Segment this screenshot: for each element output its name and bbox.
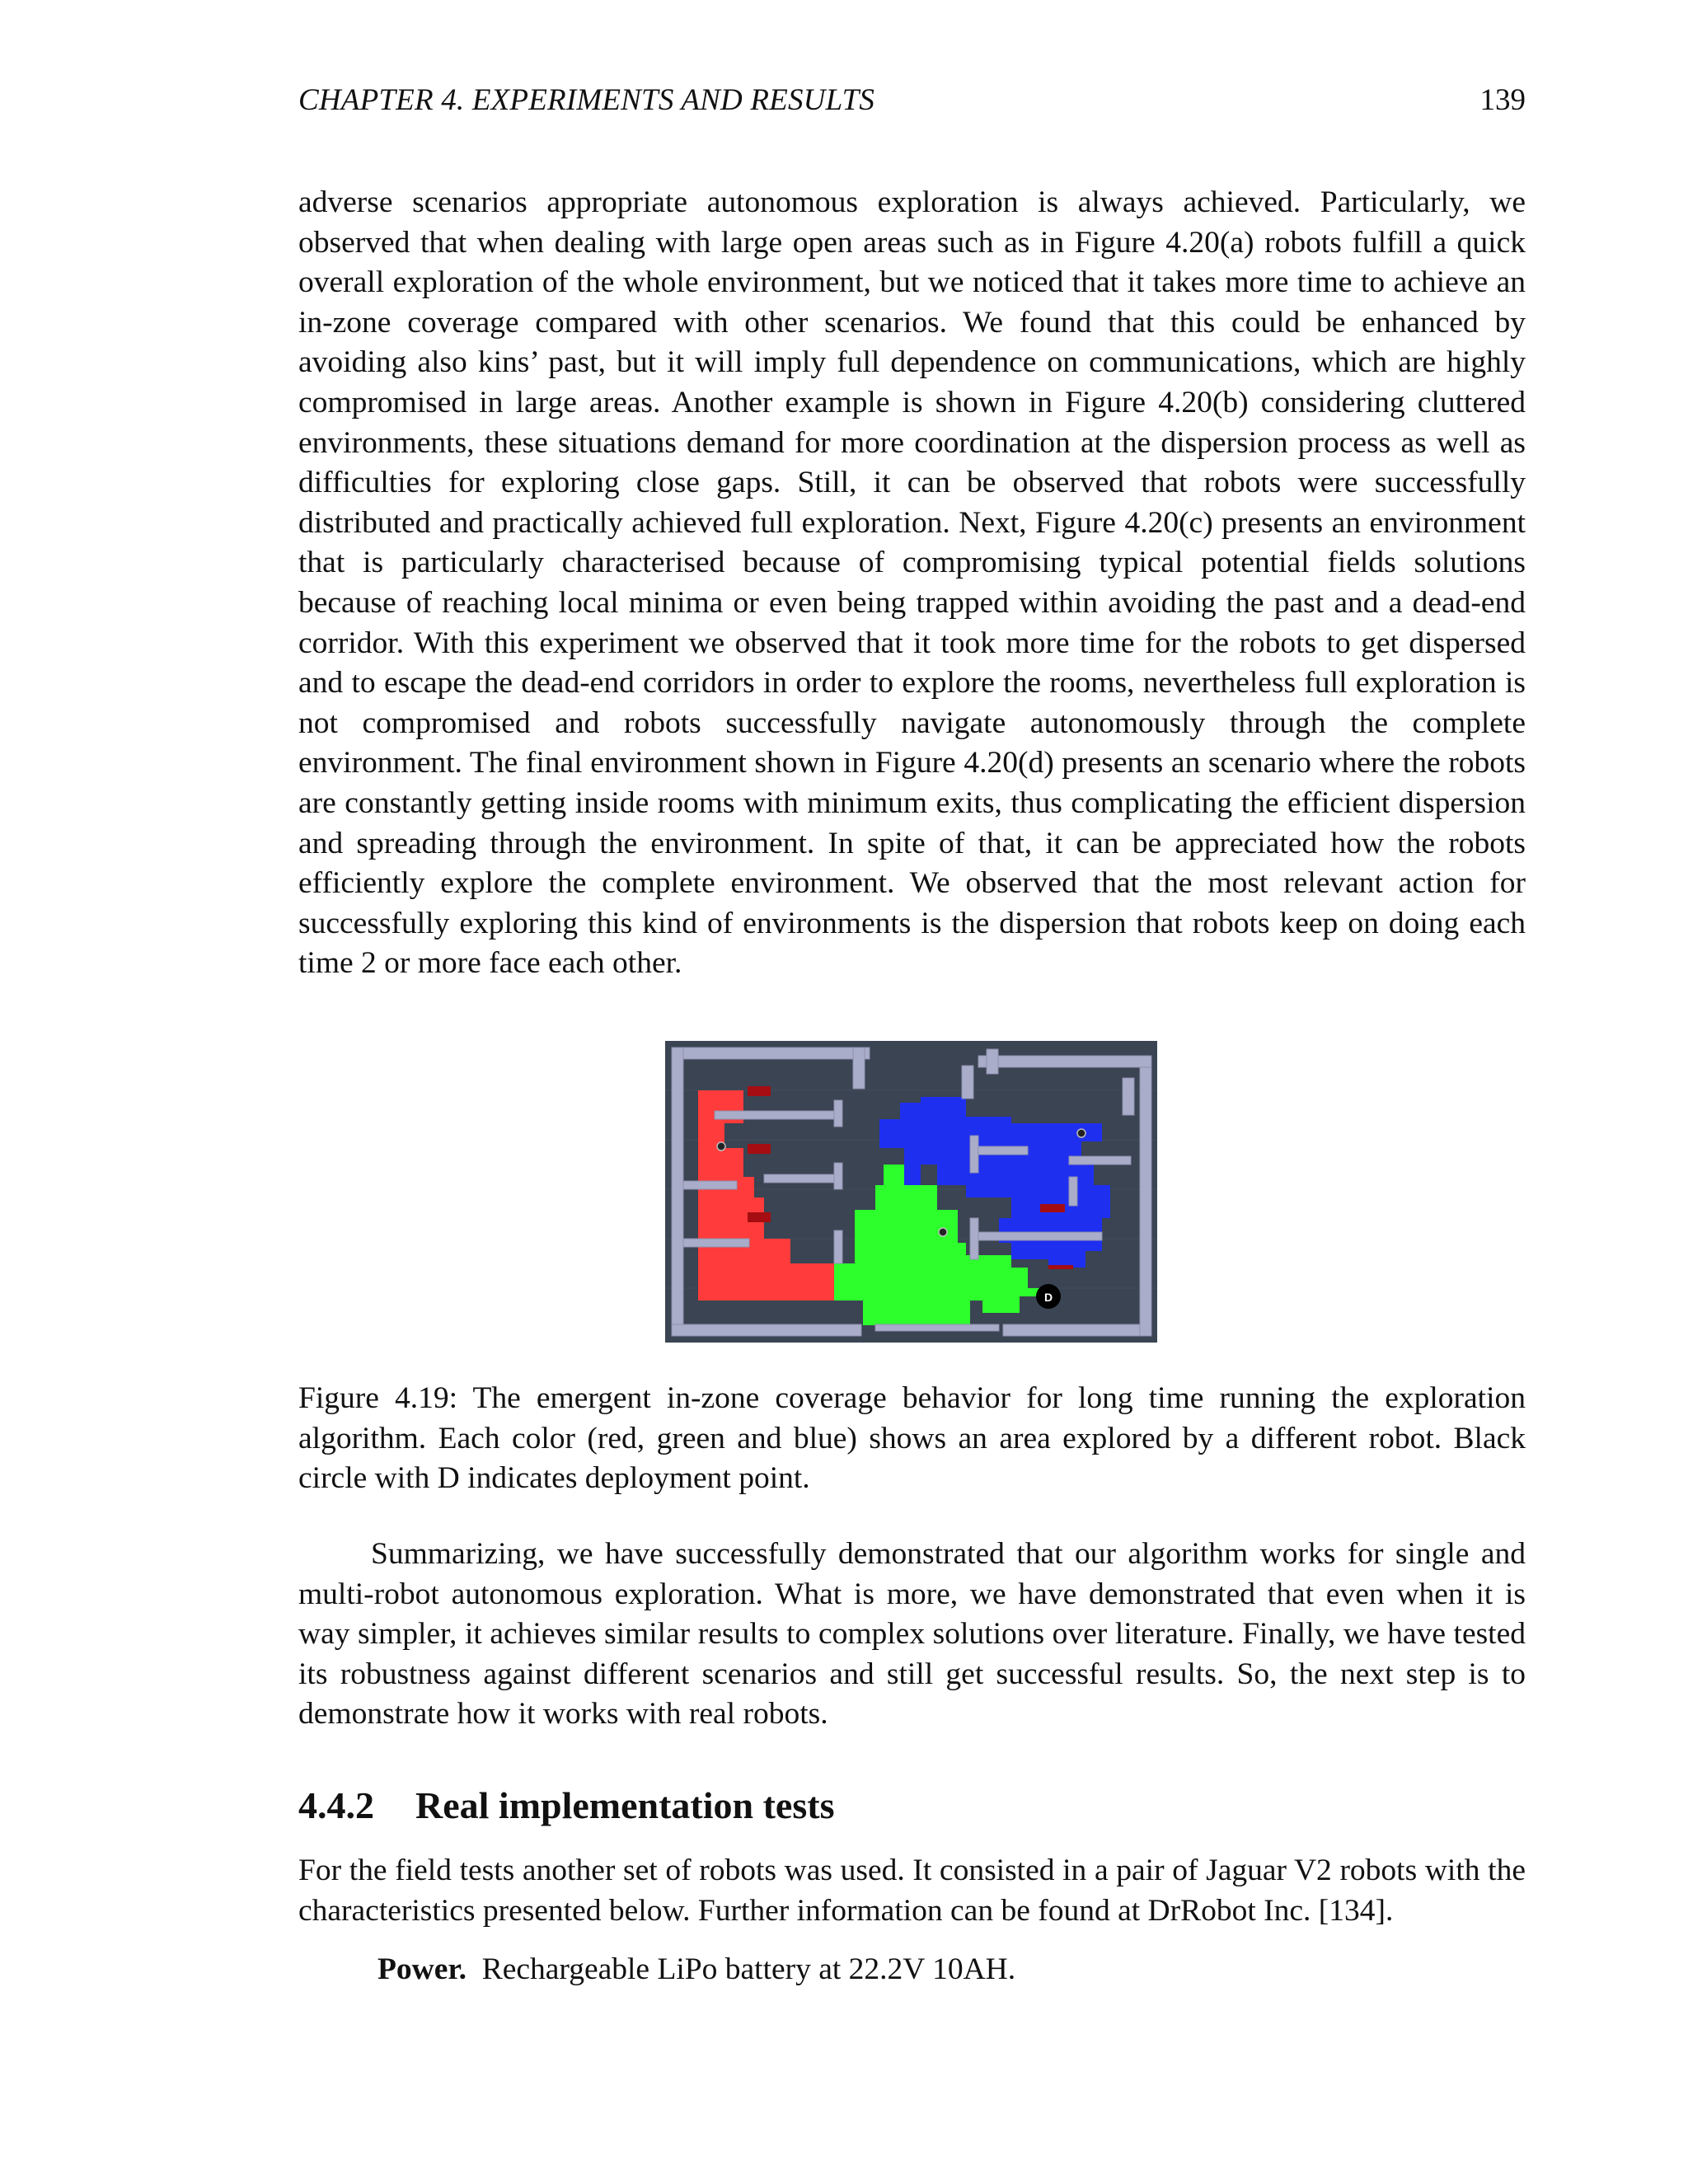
page-number: 139 <box>1479 83 1526 117</box>
robot <box>717 1142 725 1151</box>
marker <box>748 1086 771 1096</box>
marker <box>1048 1265 1073 1269</box>
marker <box>748 1144 771 1154</box>
robot <box>1077 1129 1085 1137</box>
section-number: 4.4.2 <box>298 1784 374 1826</box>
marker <box>748 1212 771 1222</box>
spec-item-power <box>377 1950 1015 1990</box>
running-header: CHAPTER 4. EXPERIMENTS AND RESULTS <box>298 83 875 117</box>
body-paragraph-2: Summarizing, we have successfully demonstrated that our algorithm works for single and multi-robot autonomous exploration. What is more, we have demonstrated that even when it is way simpler, it achieves similar results to complex solutions over literature. Finally, we have tested its robustness against different scenarios and still get successful results. So, the next step is to demonstrate how it works with real robots. <box>298 1537 1526 1732</box>
exploration-coverage-figure <box>665 1041 1157 1343</box>
figure-caption: Figure 4.19: The emergent in-zone coverage behavior for long time running the exploration algorithm. Each color (red, green and blue) shows an area explored by a different robot. Black circle with D indicates deployment point. <box>298 1381 1526 1496</box>
robot <box>939 1228 947 1236</box>
section-title: Real implementation tests <box>415 1784 835 1826</box>
spec-text: Rechargeable LiPo battery at 22.2V 10AH. <box>481 1952 1016 1986</box>
deployment-label: D <box>1043 1291 1053 1304</box>
blue-robot-coverage-patch <box>904 1165 921 1185</box>
marker <box>1040 1204 1065 1212</box>
spec-label: Power. <box>377 1952 467 1986</box>
body-paragraph-1: adverse scenarios appropriate autonomous exploration is always achieved. Particularly, we observed that when dealing with large open areas such as in Figure 4.20(a) robots fulfill a quick overall exploration of the whole environment, but we noticed that it takes more time to achieve an in-zone coverage compared with other scenarios. We found that this could be enhanced by avoiding also kins’ past, but it will imply full dependence on communications, which are highly compromised in large areas. Another example is shown in Figure 4.20(b) considering cluttered environments, these situations demand for more coordination at the dispersion process as well as difficulties for exploring close gaps. Still, it can be observed that robots were successfully distributed and practically achieved full exploration. Next, Figure 4.20(c) presents an environment that is particularly characterised because of compromising typical potential fields solutions because of reaching local minima or even being trapped within avoiding the past and a dead-end corridor. With this experiment we observed that it took more time for the robots to get dispersed and to escape the dead-end corridors in order to explore the rooms, nevertheless full exploration is not compromised and robots successfully navigate autonomously through the complete environment. The final environment shown in Figure 4.20(d) presents an scenario where the robots are constantly getting inside rooms with minimum exits, thus complicating the efficient dispersion and spreading through the environment. In spite of that, it can be appreciated how the robots efficiently explore the complete environment. We observed that the most relevant action for successfully exploring this kind of environments is the dispersion that robots keep on doing each time 2 or more face each other. <box>298 185 1526 981</box>
section-heading <box>298 1783 834 1827</box>
body-paragraph-3: For the field tests another set of robots was used. It consisted in a pair of Jaguar V2 robots with the characteristics presented below. Further information can be found at DrRobot Inc. [134]. <box>298 1854 1526 1928</box>
